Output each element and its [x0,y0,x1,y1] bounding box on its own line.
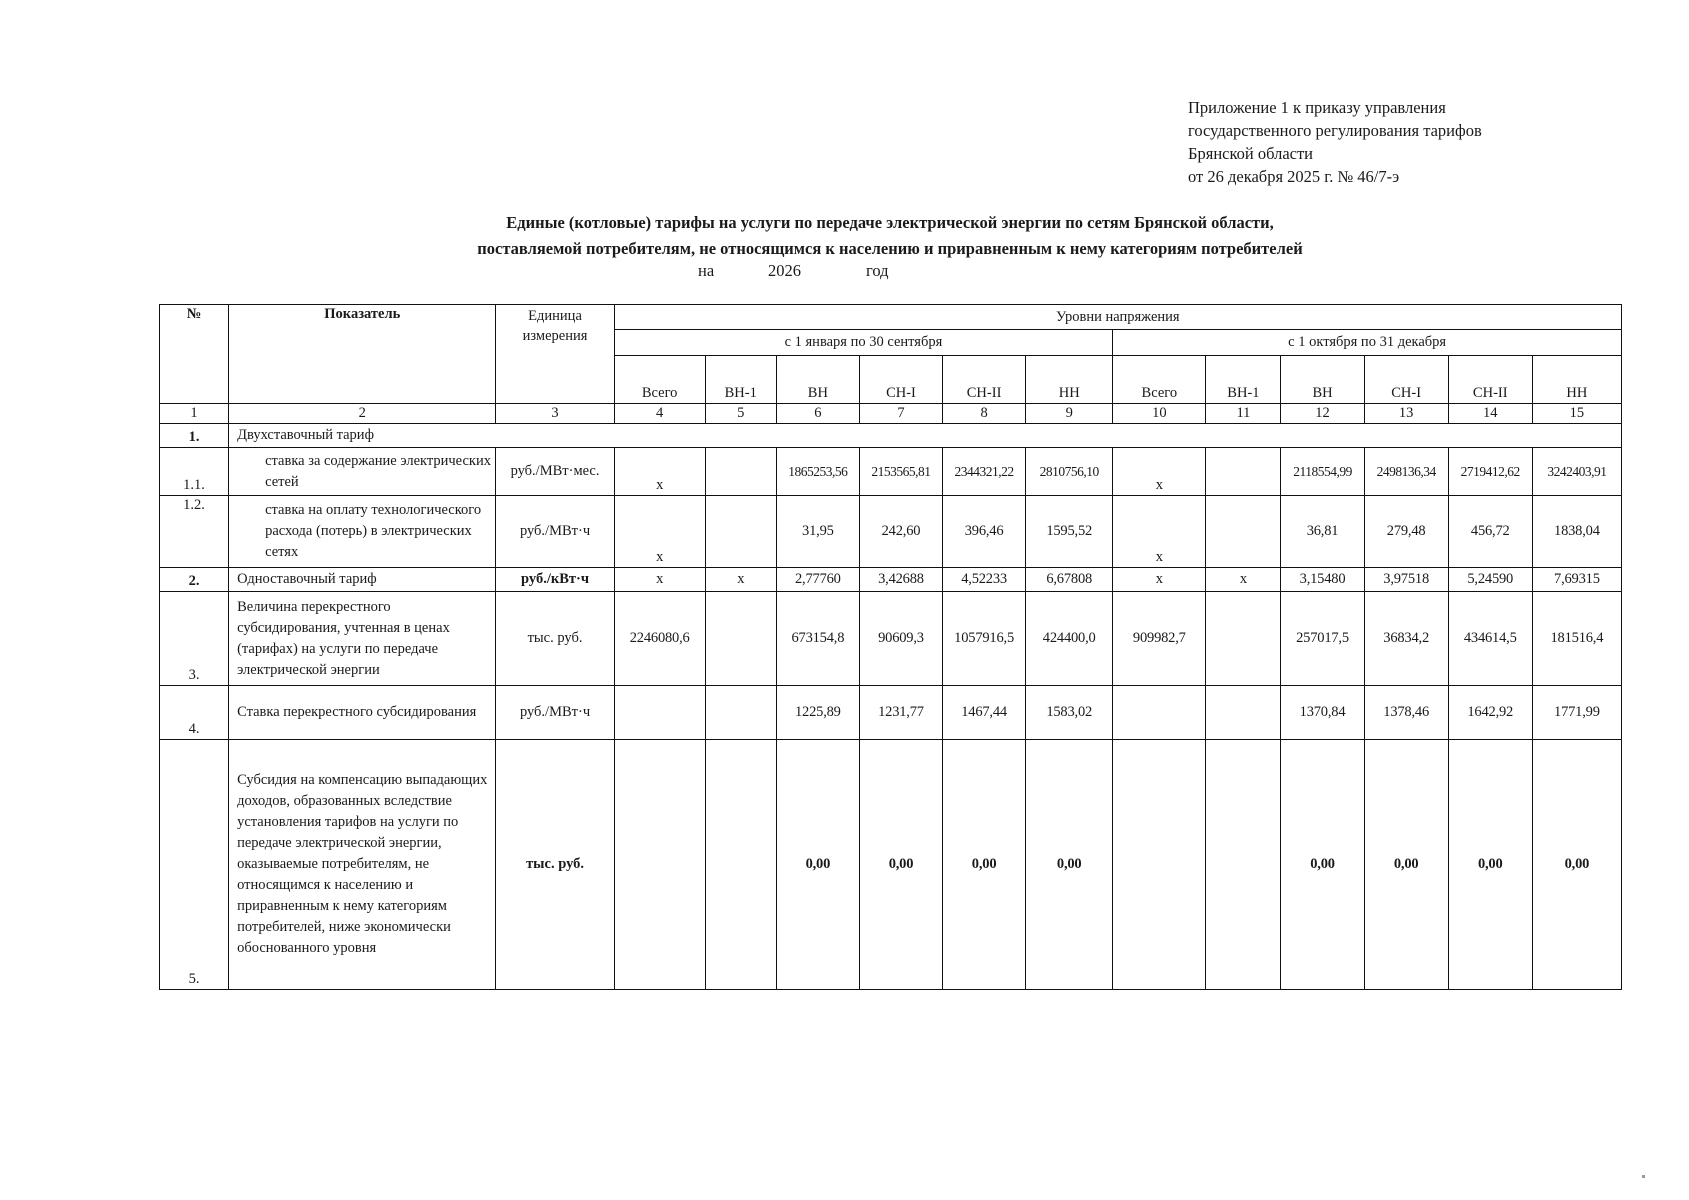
header-period-1: с 1 января по 30 сентября [614,330,1113,356]
row-indicator: ставка за содержание электрических сетей [229,448,496,496]
value-cell: 396,46 [943,496,1026,568]
value-cell: 456,72 [1448,496,1532,568]
value-cell: 909982,7 [1113,592,1206,686]
value-cell: 279,48 [1364,496,1448,568]
column-number: 8 [943,404,1026,424]
value-cell: 0,00 [1532,740,1621,990]
header-level: НН [1532,356,1621,404]
table-row [160,592,1622,686]
tariff-table [159,304,1622,990]
value-cell [1206,592,1281,686]
value-cell: x [1113,496,1206,568]
value-cell: 1378,46 [1364,686,1448,740]
value-cell: 4,52233 [943,568,1026,592]
value-cell: x [1206,568,1281,592]
value-cell: 1057916,5 [943,592,1026,686]
header-row-1 [160,305,1622,330]
row-indicator: Величина перекрестного субсидирования, учтенная в ценах (тарифах) на услуги по передаче электрической энергии [229,592,496,686]
value-cell: 3242403,91 [1532,448,1621,496]
value-cell: 1642,92 [1448,686,1532,740]
value-cell: 2719412,62 [1448,448,1532,496]
value-cell: 6,67808 [1026,568,1113,592]
value-cell [614,686,705,740]
column-number: 5 [705,404,776,424]
header-level: СН-I [859,356,942,404]
value-cell: 2246080,6 [614,592,705,686]
row-unit: тыс. руб. [496,740,614,990]
column-number: 15 [1532,404,1621,424]
row-number: 2. [160,568,229,592]
value-cell: 0,00 [776,740,859,990]
value-cell: 1231,77 [859,686,942,740]
value-cell [705,448,776,496]
column-number: 10 [1113,404,1206,424]
value-cell: 2,77760 [776,568,859,592]
row-unit: руб./МВт·ч [496,686,614,740]
value-cell [1206,686,1281,740]
value-cell [614,740,705,990]
value-cell: 90609,3 [859,592,942,686]
column-number: 13 [1364,404,1448,424]
header-level: СН-II [1448,356,1532,404]
column-number: 4 [614,404,705,424]
header-period-2: с 1 октября по 31 декабря [1113,330,1622,356]
year-prefix: на [698,261,715,280]
header-unit: Единица измерения [496,305,614,404]
value-cell: 7,69315 [1532,568,1621,592]
value-cell: 2153565,81 [859,448,942,496]
header-level: ВН-1 [705,356,776,404]
value-cell [1113,740,1206,990]
value-cell: 0,00 [859,740,942,990]
header-level: СН-I [1364,356,1448,404]
appendix-line: Приложение 1 к приказу управления [1188,98,1446,117]
value-cell: 3,97518 [1364,568,1448,592]
value-cell: 0,00 [1281,740,1364,990]
column-number: 9 [1026,404,1113,424]
value-cell: 2344321,22 [943,448,1026,496]
value-cell: 1370,84 [1281,686,1364,740]
year-value: 2026 [768,261,801,280]
value-cell [1206,496,1281,568]
value-cell: 1838,04 [1532,496,1621,568]
table-row [160,740,1622,990]
value-cell: 0,00 [1448,740,1532,990]
row-number: 1.1. [160,448,229,496]
value-cell: 1771,99 [1532,686,1621,740]
value-cell [1206,448,1281,496]
row-indicator: Одноставочный тариф [229,568,496,592]
header-level: Всего [614,356,705,404]
value-cell: 2498136,34 [1364,448,1448,496]
table-row [160,496,1622,568]
value-cell: x [705,568,776,592]
table-row [160,686,1622,740]
value-cell [705,496,776,568]
header-level: ВН [776,356,859,404]
value-cell: 1865253,56 [776,448,859,496]
value-cell: 1583,02 [1026,686,1113,740]
value-cell: x [1113,568,1206,592]
value-cell: 3,15480 [1281,568,1364,592]
value-cell: 434614,5 [1448,592,1532,686]
header-level: НН [1026,356,1113,404]
row-number: 1. [160,424,229,448]
header-voltage-levels: Уровни напряжения [614,305,1621,330]
column-number: 1 [160,404,229,424]
column-number: 6 [776,404,859,424]
header-level: СН-II [943,356,1026,404]
value-cell [1206,740,1281,990]
header-level: ВН [1281,356,1364,404]
column-number: 11 [1206,404,1281,424]
column-number: 3 [496,404,614,424]
value-cell: x [614,448,705,496]
value-cell: 257017,5 [1281,592,1364,686]
value-cell: 36834,2 [1364,592,1448,686]
value-cell: 424400,0 [1026,592,1113,686]
value-cell: x [1113,448,1206,496]
appendix-block [1188,96,1482,188]
scan-artifact-dot [1642,1175,1645,1178]
value-cell: x [614,496,705,568]
row-indicator: Двухставочный тариф [229,424,1622,448]
column-number: 12 [1281,404,1364,424]
value-cell: 673154,8 [776,592,859,686]
value-cell: 242,60 [859,496,942,568]
value-cell: 36,81 [1281,496,1364,568]
value-cell: x [614,568,705,592]
header-level: Всего [1113,356,1206,404]
table-row [160,448,1622,496]
value-cell: 5,24590 [1448,568,1532,592]
row-unit: тыс. руб. [496,592,614,686]
value-cell [1113,686,1206,740]
row-indicator: ставка на оплату технологического расхода (потерь) в электрических сетях [229,496,496,568]
value-cell: 2118554,99 [1281,448,1364,496]
value-cell [705,740,776,990]
table-row [160,568,1622,592]
table-row [160,424,1622,448]
year-suffix: год [866,261,889,280]
row-indicator: Ставка перекрестного субсидирования [229,686,496,740]
column-number: 2 [229,404,496,424]
column-number: 7 [859,404,942,424]
value-cell [705,686,776,740]
value-cell: 2810756,10 [1026,448,1113,496]
row-number: 4. [160,686,229,740]
document-title-line-2: поставляемой потребителям, не относящимся к населению и приравненным к нему категориям потребителей [477,239,1303,258]
row-number: 5. [160,740,229,990]
row-number: 3. [160,592,229,686]
value-cell: 1595,52 [1026,496,1113,568]
value-cell: 0,00 [1364,740,1448,990]
value-cell: 1225,89 [776,686,859,740]
appendix-line: от 26 декабря 2025 г. № 46/7-э [1188,167,1400,186]
column-number-row [160,404,1622,424]
value-cell: 181516,4 [1532,592,1621,686]
row-number: 1.2. [160,496,229,568]
value-cell: 31,95 [776,496,859,568]
row-unit: руб./МВт·мес. [496,448,614,496]
appendix-line: государственного регулирования тарифов [1188,121,1482,140]
row-unit: руб./МВт·ч [496,496,614,568]
document-title-line-1: Единые (котловые) тарифы на услуги по передаче электрической энергии по сетям Брянской области, [506,213,1274,232]
value-cell: 3,42688 [859,568,942,592]
value-cell: 1467,44 [943,686,1026,740]
appendix-line: Брянской области [1188,144,1314,163]
value-cell [705,592,776,686]
header-level: ВН-1 [1206,356,1281,404]
header-no: № [160,305,229,404]
column-number: 14 [1448,404,1532,424]
header-indicator: Показатель [229,305,496,404]
row-indicator: Субсидия на компенсацию выпадающих доходов, образованных вследствие установления тарифов на услуги по передаче электрической энергии, оказываемые потребителям, не относящимся к населению и приравненным к нему категориям потребителей, ниже экономически обоснованного уровня [229,740,496,990]
row-unit: руб./кВт·ч [496,568,614,592]
value-cell: 0,00 [1026,740,1113,990]
value-cell: 0,00 [943,740,1026,990]
